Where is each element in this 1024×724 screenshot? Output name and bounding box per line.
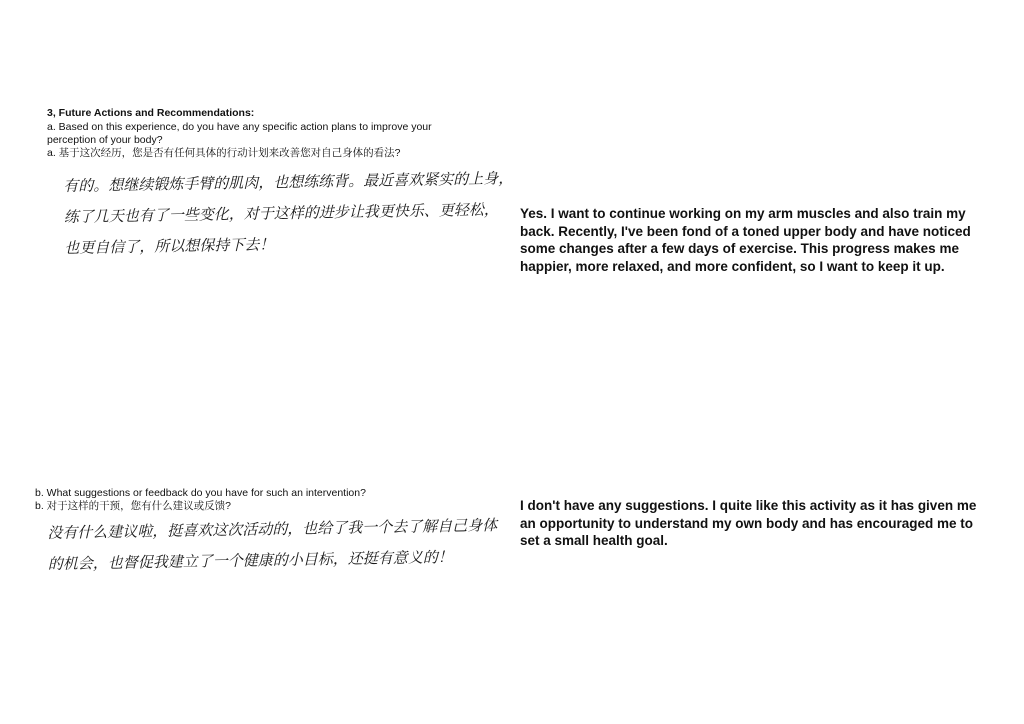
handwritten-line: 练了几天也有了一些变化，对于这样的进步让我更快乐、更轻松， [63, 200, 499, 226]
handwritten-line: 的机会，也督促我建立了一个健康的小目标，还挺有意义的！ [47, 547, 453, 573]
answer-a-translation: Yes. I want to continue working on my arm muscles and also train my back. Recently, I've been fond of a toned upper body and have noticed some changes after a few days of exercise. This progress makes me happier, more relaxed, and more confident, so I want to keep it up. [520, 206, 971, 274]
question-b-chinese: b. 对于这样的干预，您有什么建议或反馈? [35, 500, 232, 512]
question-b-english: b. What suggestions or feedback do you have for such an intervention? [35, 487, 366, 499]
answer-b-translation: I don't have any suggestions. I quite like this activity as it has given me an opportunity to understand my own body and has encouraged me to set a small health goal. [520, 498, 977, 548]
handwritten-line: 没有什么建议啦，挺喜欢这次活动的，也给了我一个去了解自己身体 [47, 516, 498, 542]
question-a-chinese: a. 基于这次经历，您是否有任何具体的行动计划来改善您对自己身体的看法? [47, 147, 401, 159]
handwritten-line: 也更自信了，所以想保持下去！ [64, 235, 275, 257]
handwritten-answer-a [63, 163, 515, 264]
handwritten-answer-b [47, 510, 498, 580]
question-a-english: a. Based on this experience, do you have any specific action plans to improve your perception of your body? [47, 121, 432, 146]
section-title: 3, Future Actions and Recommendations: [47, 107, 255, 119]
handwritten-line: 有的。想继续锻炼手臂的肌肉，也想练练背。最近喜欢紧实的上身， [63, 169, 514, 195]
